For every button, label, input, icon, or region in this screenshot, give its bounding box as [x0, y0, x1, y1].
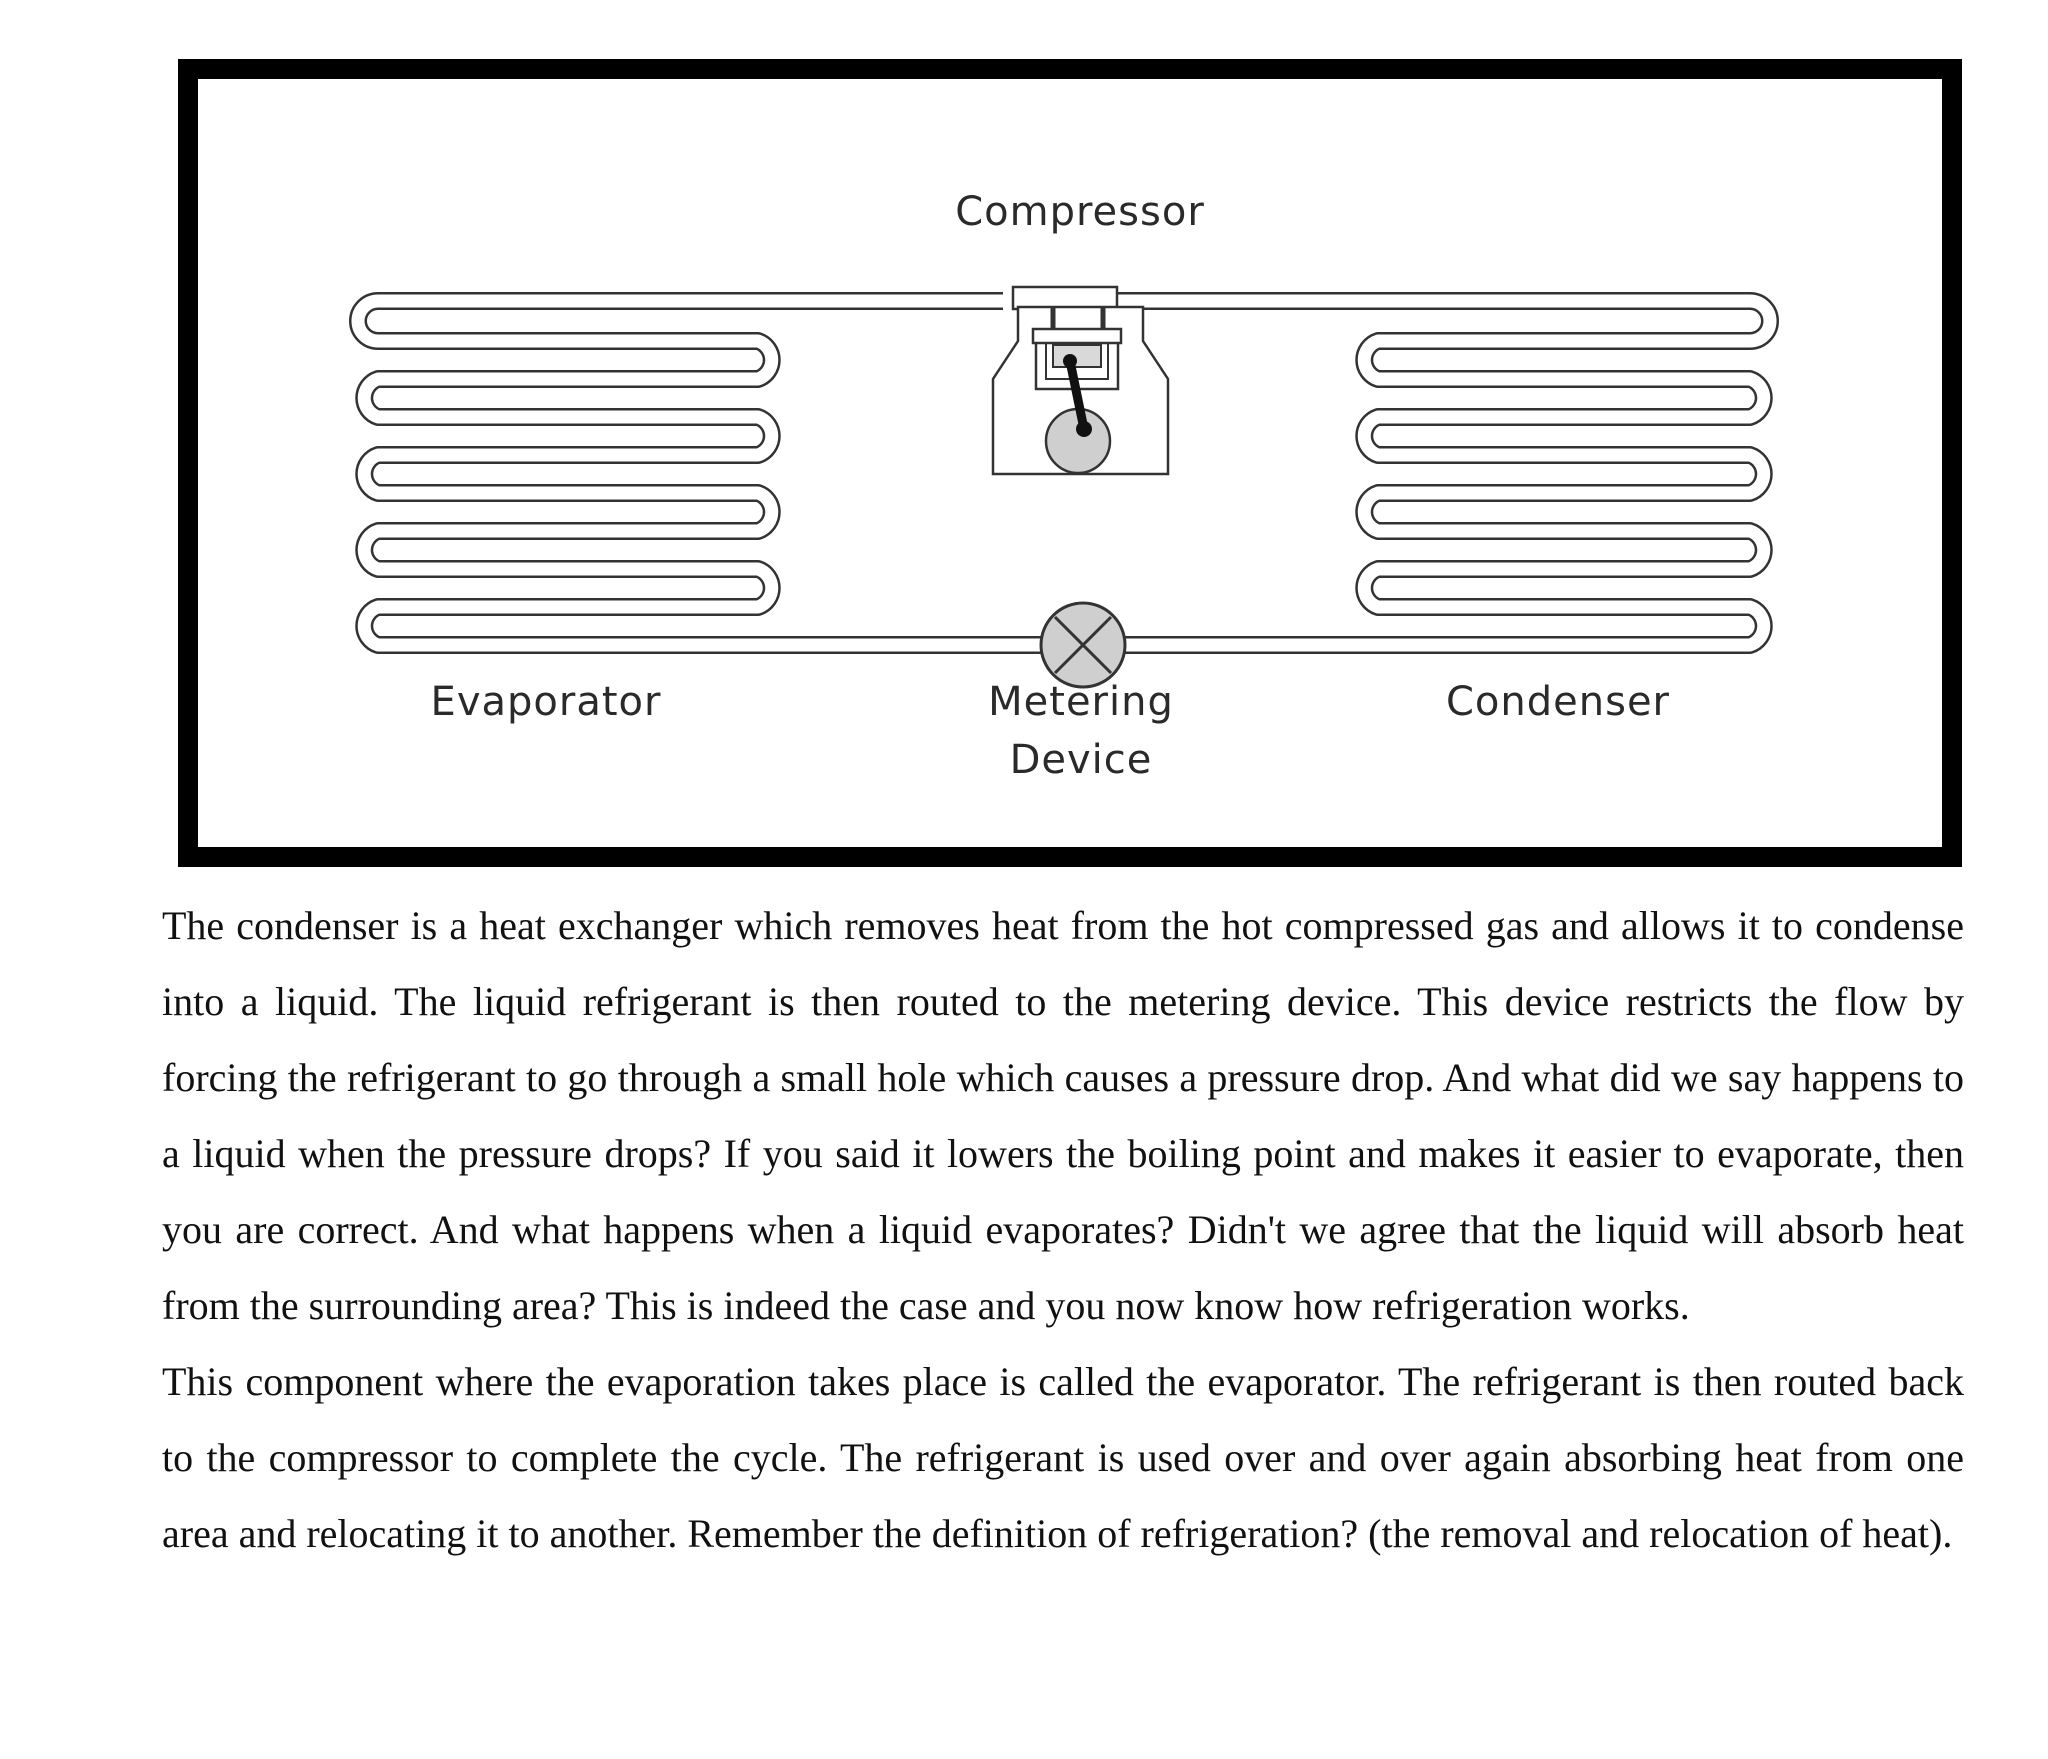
- condenser-label: Condenser: [1446, 679, 1670, 725]
- paragraph-evaporator: This component where the evaporation takes place is called the evaporator. The refrigerant is then routed back to the compressor to complete the cycle. The refrigerant is used over and over again absorbing heat from one area and relocating it to another. Remember the definition of refrigeration? (the removal and relocation of heat).: [162, 1359, 1964, 1556]
- refrigeration-cycle-diagram: [198, 79, 1942, 847]
- metering-device-icon: [1041, 603, 1125, 687]
- compressor-icon: [993, 287, 1168, 474]
- compressor-label: Compressor: [955, 189, 1205, 235]
- paragraph-condenser: The condenser is a heat exchanger which removes heat from the hot compressed gas and allows it to condense into a liquid. The liquid refrigerant is then routed to the metering device. This device restricts the flow by forcing the refrigerant to go through a small hole which causes a pressure drop. And what did we say happens to a liquid when the pressure drops? If you said it lowers the boiling point and makes it easier to evaporate, then you are correct. And what happens when a liquid evaporates? Didn't we agree that the liquid will absorb heat from the surrounding area? This is indeed the case and you now know how refrigeration works.: [162, 903, 1964, 1328]
- evaporator-coil: [358, 301, 1043, 645]
- metering-label-line2: Device: [1009, 737, 1153, 783]
- refrigeration-cycle-figure: [178, 59, 1962, 867]
- metering-label-line1: Metering: [988, 679, 1174, 725]
- body-text: [162, 888, 1964, 1572]
- condenser-coil: [1093, 301, 1770, 645]
- evaporator-label: Evaporator: [430, 679, 662, 725]
